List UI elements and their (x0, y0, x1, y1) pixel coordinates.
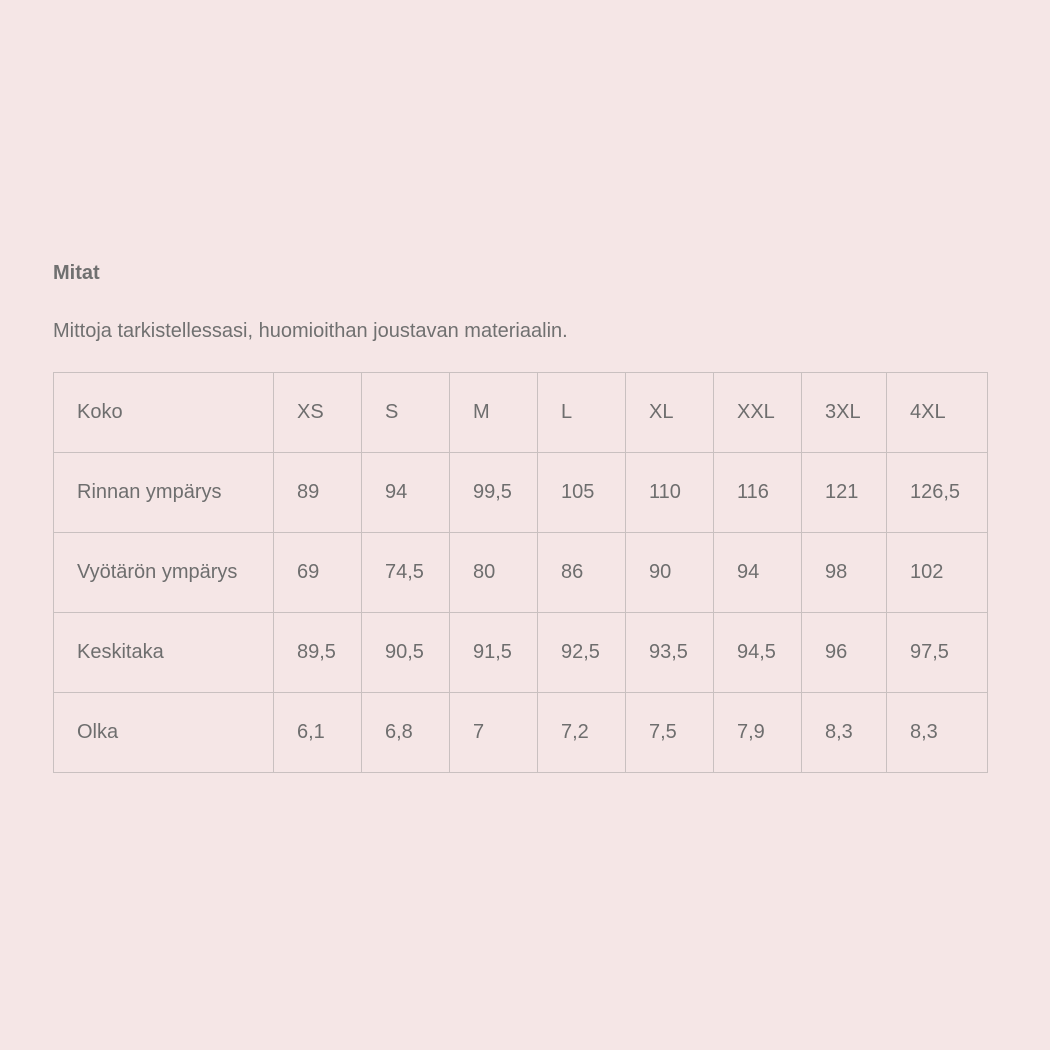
value-cell: 99,5 (450, 453, 538, 533)
size-guide (53, 258, 987, 743)
header-label-cell: Koko (54, 373, 274, 453)
value-cell: 126,5 (887, 453, 988, 533)
table-row (54, 613, 988, 693)
value-cell: 94 (714, 533, 802, 613)
value-cell: 93,5 (626, 613, 714, 693)
value-cell: 7,9 (714, 693, 802, 773)
value-cell: 91,5 (450, 613, 538, 693)
value-cell: 121 (802, 453, 887, 533)
value-cell: 8,3 (887, 693, 988, 773)
table-row (54, 533, 988, 613)
value-cell: 102 (887, 533, 988, 613)
value-cell: 94 (362, 453, 450, 533)
value-cell: 8,3 (802, 693, 887, 773)
size-header-cell: S (362, 373, 450, 453)
section-heading: Mitat (53, 262, 100, 284)
size-table (53, 372, 988, 773)
size-header-cell: XS (274, 373, 362, 453)
value-cell: 69 (274, 533, 362, 613)
table-row (54, 693, 988, 773)
value-cell: 92,5 (538, 613, 626, 693)
size-header-cell: 3XL (802, 373, 887, 453)
row-label-cell: Rinnan ympärys (54, 453, 274, 533)
value-cell: 86 (538, 533, 626, 613)
value-cell: 7,5 (626, 693, 714, 773)
table-row (54, 453, 988, 533)
size-header-cell: XL (626, 373, 714, 453)
value-cell: 96 (802, 613, 887, 693)
value-cell: 7,2 (538, 693, 626, 773)
value-cell: 97,5 (887, 613, 988, 693)
value-cell: 6,1 (274, 693, 362, 773)
value-cell: 94,5 (714, 613, 802, 693)
value-cell: 89,5 (274, 613, 362, 693)
value-cell: 105 (538, 453, 626, 533)
row-label-cell: Keskitaka (54, 613, 274, 693)
size-header-cell: XXL (714, 373, 802, 453)
value-cell: 90,5 (362, 613, 450, 693)
size-header-cell: L (538, 373, 626, 453)
value-cell: 6,8 (362, 693, 450, 773)
value-cell: 89 (274, 453, 362, 533)
value-cell: 116 (714, 453, 802, 533)
value-cell: 98 (802, 533, 887, 613)
value-cell: 80 (450, 533, 538, 613)
value-cell: 7 (450, 693, 538, 773)
size-header-cell: 4XL (887, 373, 988, 453)
size-header-cell: M (450, 373, 538, 453)
value-cell: 110 (626, 453, 714, 533)
value-cell: 74,5 (362, 533, 450, 613)
row-label-cell: Olka (54, 693, 274, 773)
value-cell: 90 (626, 533, 714, 613)
intro-text: Mittoja tarkistellessasi, huomioithan joustavan materiaalin. (53, 320, 568, 342)
table-header-row (54, 373, 988, 453)
row-label-cell: Vyötärön ympärys (54, 533, 274, 613)
